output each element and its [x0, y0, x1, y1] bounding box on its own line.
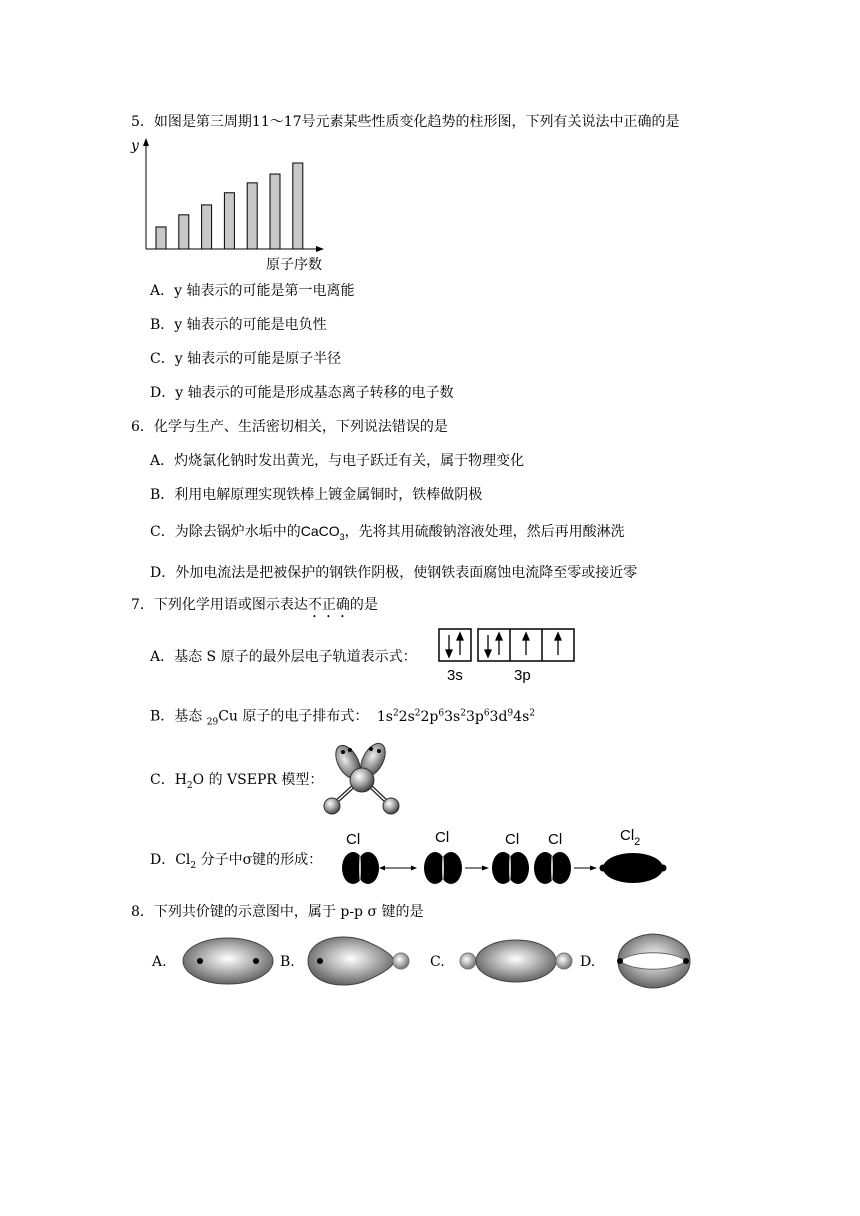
q6-option-c: C．为除去锅炉水垢中的CaCO$_3$，先将其用硫酸钠溶液处理，然后再用酸淋洗	[150, 523, 625, 542]
vsepr-model	[318, 740, 408, 820]
q6-stem: 6．化学与生产、生活密切相关，下列说法错误的是	[131, 419, 448, 435]
sigma-bond-formation	[325, 826, 675, 888]
label-3s: 3s	[447, 667, 463, 684]
chart-y-label: y	[131, 138, 139, 154]
chart-bar	[202, 205, 212, 249]
q8-c-ss-sigma	[476, 940, 556, 982]
cl-label-3: Cl	[505, 831, 520, 848]
q8-bond-diagrams	[148, 928, 698, 990]
q5-option-d: D．y 轴表示的可能是形成基态离子转移的电子数	[150, 385, 454, 401]
q5-option-b: B．y 轴表示的可能是电负性	[150, 317, 327, 333]
orbital-diagram	[438, 628, 578, 688]
cl2-label: $Cl_2$	[620, 827, 641, 848]
q5-option-a: A．y 轴表示的可能是第一电离能	[150, 283, 355, 299]
q6-option-a: A．灼烧氯化钠时发出黄光，与电子跃迁有关，属于物理变化	[150, 453, 525, 469]
q8-label-c: C.	[430, 954, 445, 970]
q5-option-c: C．y 轴表示的可能是原子半径	[150, 351, 342, 367]
q7-option-d: D．$Cl_2$ 分子中σ键的形成：	[150, 852, 323, 871]
q8-label-d: D.	[580, 954, 596, 970]
chart-bar	[270, 174, 280, 249]
chart-bar	[179, 215, 189, 249]
q8-a-pp-sigma	[183, 938, 273, 984]
chart-bar	[247, 183, 257, 249]
chart-bar	[224, 193, 234, 249]
cl-label-4: Cl	[548, 831, 563, 848]
q7-stem: 7．下列化学用语或图示表达不正确的是	[131, 597, 378, 613]
q8-label-a: A.	[152, 954, 167, 970]
q7-option-c: C．$H_2O$ 的 VSEPR 模型：	[150, 772, 324, 791]
chart-y-arrow	[143, 138, 149, 146]
chart-bar	[293, 163, 303, 249]
q7-option-a: A．基态 S 原子的最外层电子轨道表示式：	[150, 649, 417, 665]
emphasis-not-correct: 不正确	[307, 597, 350, 613]
q8-stem: 8．下列共价键的示意图中，属于 p-p σ 键的是	[131, 904, 424, 920]
cu-electron-config: $1s^22s^22p^63s^23p^63d^94s^2$	[376, 708, 535, 725]
q8-label-b: B.	[280, 954, 295, 970]
caco3-formula: CaCO$_3$	[300, 523, 345, 542]
chart-bar	[156, 227, 166, 249]
label-3p: 3p	[514, 667, 531, 684]
cl-label-2: Cl	[435, 829, 450, 846]
chart-x-arrow	[316, 246, 324, 252]
q5-bar-chart	[130, 136, 340, 276]
q7-option-b: B．基态 $_{29}$Cu 原子的电子排布式： $1s^22s^22p^63s^23p^63d^94s^2$	[150, 708, 535, 728]
chart-x-label: 原子序数	[266, 257, 322, 273]
q5-stem: 5．如图是第三周期11～17号元素某些性质变化趋势的柱形图，下列有关说法中正确的是	[131, 114, 680, 130]
q6-option-d: D．外加电流法是把被保护的钢铁作阴极，使钢铁表面腐蚀电流降至零或接近零	[150, 565, 638, 581]
cl-label-1: Cl	[346, 831, 361, 848]
q6-option-b: B．利用电解原理实现铁棒上镀金属铜时，铁棒做阴极	[150, 487, 483, 503]
